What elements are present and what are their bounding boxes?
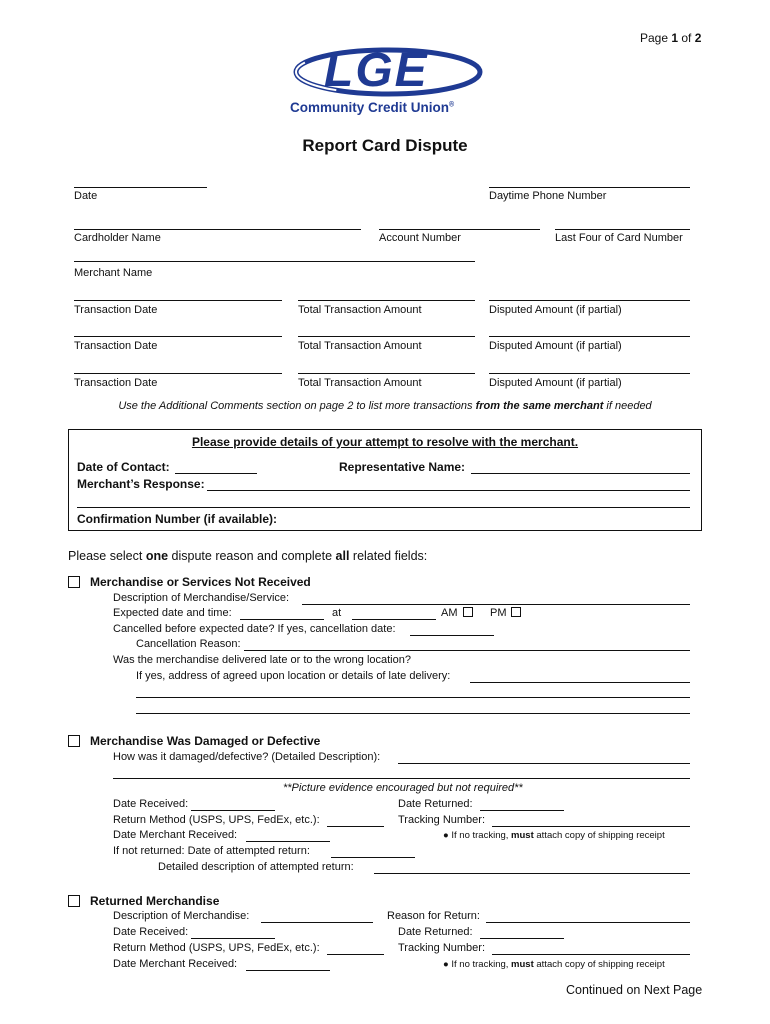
s3-note-part-c: attach copy of shipping receipt	[533, 959, 665, 970]
tx3-date-label: Transaction Date	[74, 377, 158, 389]
page-of: of	[678, 31, 695, 45]
s3-desc-line[interactable]	[261, 922, 373, 923]
s3-reason-label: Reason for Return:	[387, 910, 480, 922]
s1-expected-date-line[interactable]	[240, 619, 324, 620]
s2-tracking-label: Tracking Number:	[398, 814, 486, 826]
s2-detailed-line[interactable]	[374, 873, 690, 874]
page-current: 1	[671, 31, 679, 45]
tx1-amount-label: Total Transaction Amount	[298, 304, 422, 316]
tx3-disputed-line[interactable]	[489, 373, 690, 374]
tx2-amount-line[interactable]	[298, 336, 475, 337]
s3-desc-label: Description of Merchandise:	[113, 910, 250, 922]
s2-returned-line[interactable]	[480, 810, 564, 811]
s3-received-line[interactable]	[191, 938, 275, 939]
s2-not-returned-label: If not returned: Date of attempted return:	[113, 845, 310, 857]
damaged-checkbox[interactable]	[68, 735, 80, 747]
s3-tracking-note	[443, 959, 665, 970]
s2-method-line[interactable]	[327, 826, 384, 827]
s2-tracking-line[interactable]	[492, 826, 690, 827]
s1-late-label: Was the merchandise delivered late or to the wrong location?	[113, 654, 411, 666]
s3-returned-line[interactable]	[480, 938, 564, 939]
last4-label: Last Four of Card Number	[555, 232, 683, 244]
confirmation-number-label: Confirmation Number (if available):	[77, 512, 278, 526]
s1-expected-time-line[interactable]	[352, 619, 436, 620]
s3-merchant-received-line[interactable]	[246, 970, 330, 971]
cardholder-label: Cardholder Name	[74, 232, 161, 244]
s1-address-line-1[interactable]	[470, 682, 690, 683]
tx1-disputed-label: Disputed Amount (if partial)	[489, 304, 622, 316]
s2-note-part-b: must	[511, 830, 534, 841]
s1-reason-line[interactable]	[244, 650, 690, 651]
s1-reason-label: Cancellation Reason:	[136, 638, 241, 650]
s2-received-line[interactable]	[191, 810, 275, 811]
s1-expected-label: Expected date and time:	[113, 607, 232, 619]
cardholder-line[interactable]	[74, 229, 361, 230]
s1-am-label: AM	[441, 607, 458, 619]
tx2-date-label: Transaction Date	[74, 340, 158, 352]
tx1-amount-line[interactable]	[298, 300, 475, 301]
s2-how-line-1[interactable]	[398, 763, 690, 764]
tx3-amount-label: Total Transaction Amount	[298, 377, 422, 389]
tx3-amount-line[interactable]	[298, 373, 475, 374]
s1-at-label: at	[332, 607, 342, 619]
s3-note-part-a: ● If no tracking,	[443, 959, 512, 970]
last4-line[interactable]	[555, 229, 690, 230]
tx1-date-line[interactable]	[74, 300, 282, 301]
phone-label: Daytime Phone Number	[489, 190, 607, 202]
date-of-contact-line[interactable]	[175, 473, 257, 474]
s2-detailed-label: Detailed description of attempted return:	[158, 861, 354, 873]
select-part-c: dispute reason and complete	[168, 549, 336, 563]
merchant-response-line-2[interactable]	[77, 507, 690, 508]
returned-title: Returned Merchandise	[90, 894, 220, 908]
tx1-date-label: Transaction Date	[74, 304, 158, 316]
s2-how-label: How was it damaged/defective? (Detailed Description):	[113, 751, 381, 763]
s1-pm-label: PM	[490, 607, 507, 619]
s2-method-label: Return Method (USPS, UPS, FedEx, etc.):	[113, 814, 320, 826]
page-prefix: Page	[640, 31, 672, 45]
s2-received-label: Date Received:	[113, 798, 189, 810]
note-part-a: Use the Additional Comments section on page 2 to list more transactions	[118, 400, 476, 412]
select-part-e: related fields:	[349, 549, 428, 563]
representative-name-line[interactable]	[471, 473, 690, 474]
s3-method-label: Return Method (USPS, UPS, FedEx, etc.):	[113, 942, 320, 954]
page-title: Report Card Dispute	[302, 136, 468, 155]
s3-tracking-line[interactable]	[492, 954, 690, 955]
tx3-date-line[interactable]	[74, 373, 282, 374]
s3-method-line[interactable]	[327, 954, 384, 955]
s3-received-label: Date Received:	[113, 926, 189, 938]
page-total: 2	[694, 31, 702, 45]
damaged-title: Merchandise Was Damaged or Defective	[90, 734, 321, 748]
s3-reason-line[interactable]	[486, 922, 690, 923]
s2-note-part-a: ● If no tracking,	[443, 830, 512, 841]
logo-registered: ®	[449, 101, 455, 109]
date-line[interactable]	[74, 187, 207, 188]
logo-mark: LGE	[324, 44, 429, 97]
select-instruction	[68, 549, 427, 563]
tx3-disputed-label: Disputed Amount (if partial)	[489, 377, 622, 389]
continued-footer: Continued on Next Page	[566, 983, 703, 997]
merchant-line[interactable]	[74, 261, 475, 262]
date-label: Date	[74, 190, 98, 202]
s2-merchant-received-label: Date Merchant Received:	[113, 829, 238, 841]
s1-desc-line[interactable]	[302, 604, 690, 605]
s1-address-line-2[interactable]	[136, 697, 690, 698]
s2-returned-label: Date Returned:	[398, 798, 473, 810]
merchant-response-line-1[interactable]	[207, 490, 690, 491]
tx2-date-line[interactable]	[74, 336, 282, 337]
s3-returned-label: Date Returned:	[398, 926, 473, 938]
s2-merchant-received-line[interactable]	[246, 841, 330, 842]
tx1-disputed-line[interactable]	[489, 300, 690, 301]
merchant-response-label: Merchant’s Response:	[77, 477, 205, 491]
s2-note-part-c: attach copy of shipping receipt	[533, 830, 665, 841]
s1-address-line-3[interactable]	[136, 713, 690, 714]
select-part-b: one	[145, 549, 169, 563]
phone-line[interactable]	[489, 187, 690, 188]
resolve-box	[68, 429, 702, 531]
tx2-disputed-label: Disputed Amount (if partial)	[489, 340, 622, 352]
resolve-heading: Please provide details of your attempt to resolve with the merchant.	[191, 435, 579, 449]
representative-name-label: Representative Name:	[339, 460, 466, 474]
date-of-contact-label: Date of Contact:	[77, 460, 170, 474]
s3-note-part-b: must	[511, 959, 534, 970]
select-part-a: Please select	[68, 549, 146, 563]
s1-cancelled-label: Cancelled before expected date? If yes, cancellation date:	[113, 623, 396, 635]
am-checkbox[interactable]	[463, 607, 473, 617]
logo-subtitle-text: Community Credit Union	[290, 100, 449, 115]
tx2-disputed-line[interactable]	[489, 336, 690, 337]
additional-comments-note	[0, 400, 770, 412]
s1-desc-label: Description of Merchandise/Service:	[113, 592, 290, 604]
note-part-c: if needed	[603, 400, 652, 412]
tx2-amount-label: Total Transaction Amount	[298, 340, 422, 352]
page-number	[640, 31, 701, 45]
s3-merchant-received-label: Date Merchant Received:	[113, 958, 238, 970]
s1-address-label: If yes, address of agreed upon location or details of late delivery:	[136, 670, 451, 682]
select-part-d: all	[335, 549, 350, 563]
s2-how-line-2[interactable]	[113, 778, 690, 779]
s2-picture-note: **Picture evidence encouraged but not required**	[283, 782, 523, 794]
account-line[interactable]	[379, 229, 540, 230]
s2-not-returned-line[interactable]	[331, 857, 415, 858]
s2-tracking-note	[443, 830, 665, 841]
returned-checkbox[interactable]	[68, 895, 80, 907]
not-received-checkbox[interactable]	[68, 576, 80, 588]
not-received-title: Merchandise or Services Not Received	[90, 575, 311, 589]
lge-logo	[288, 42, 488, 120]
logo-subtitle	[290, 100, 454, 115]
s1-cancelled-line[interactable]	[410, 635, 494, 636]
note-part-b: from the same merchant	[475, 400, 604, 412]
s3-tracking-label: Tracking Number:	[398, 942, 486, 954]
merchant-label: Merchant Name	[74, 267, 153, 279]
account-label: Account Number	[379, 232, 461, 244]
pm-checkbox[interactable]	[511, 607, 521, 617]
